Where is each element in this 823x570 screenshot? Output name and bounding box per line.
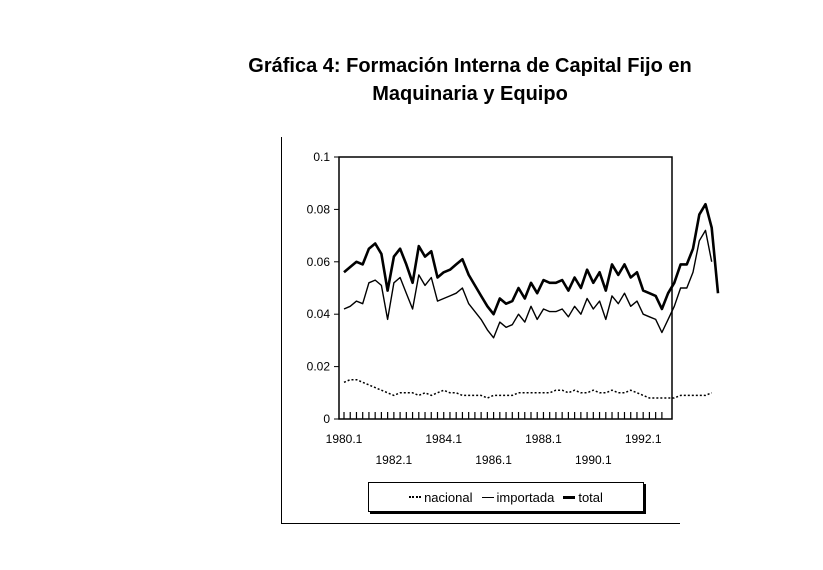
legend-swatch-total [563,496,575,499]
chart-title-line-2: Maquinaria y Equipo [372,83,568,105]
x-tick-label-lower: 1990.1 [574,453,612,467]
legend-swatch-importada [482,497,494,498]
legend-item-nacional [409,490,472,505]
y-tick-label: 0.04 [306,307,330,322]
legend-item-total [563,490,603,505]
x-tick-label-upper: 1992.1 [624,432,662,446]
y-tick-label: 0.06 [306,254,330,269]
series-line-importada [344,230,712,337]
x-tick-label-lower: 1982.1 [375,453,413,467]
x-tick-label-upper: 1984.1 [425,432,463,446]
legend-swatch-nacional [409,496,421,498]
y-tick-label: 0.1 [313,150,330,164]
legend-label-total: total [578,489,603,505]
legend-label-nacional: nacional [424,489,473,505]
series-line-nacional [344,380,712,398]
y-tick-label: 0.02 [306,359,330,374]
x-tick-label-lower: 1986.1 [475,453,512,467]
x-tick-label-upper: 1980.1 [325,432,363,446]
x-tick-label-upper: 1988.1 [525,432,562,446]
legend-item-importada [482,490,555,505]
legend-label-importada: importada [496,489,555,505]
y-tick-label: 0.08 [306,202,330,217]
y-tick-label: 0 [323,412,330,426]
chart-legend [368,482,644,512]
series-line-total [344,204,718,314]
chart-title-line-1: Gráfica 4: Formación Interna de Capital Fijo en [248,55,692,77]
